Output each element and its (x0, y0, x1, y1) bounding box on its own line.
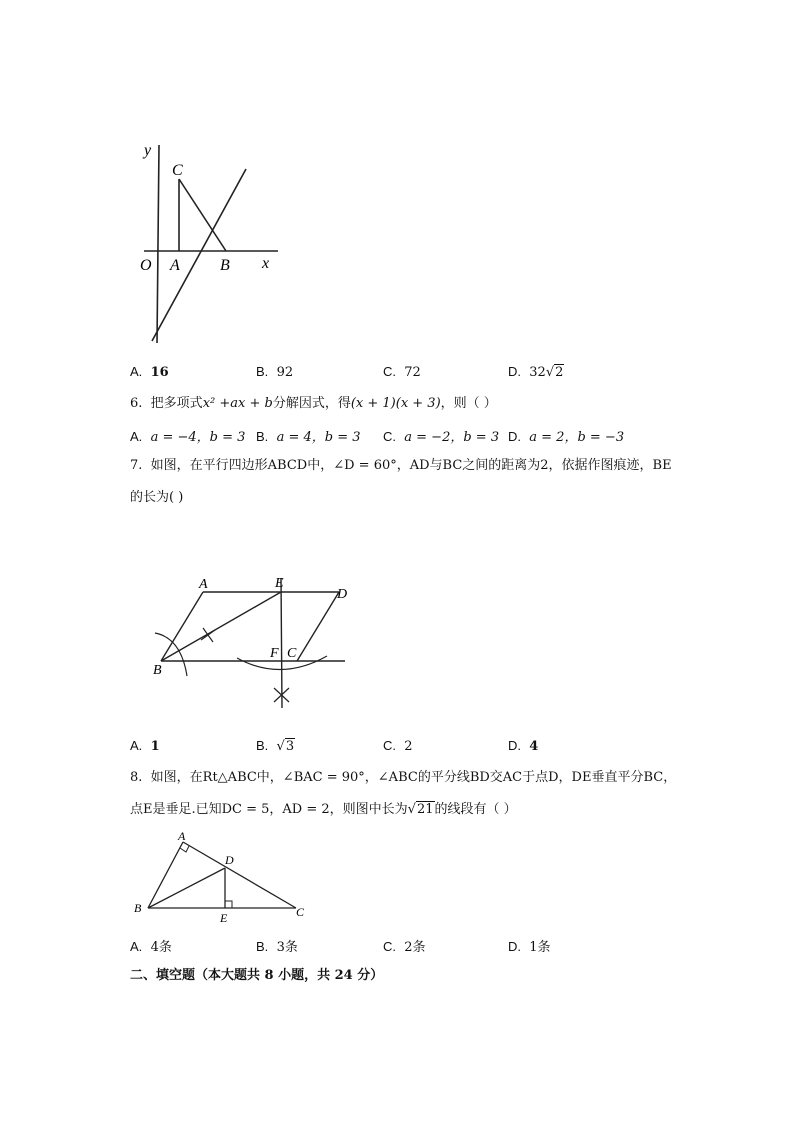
label-c: C (296, 905, 305, 919)
label-b: B (153, 663, 162, 678)
side-ab (148, 842, 183, 908)
right-angle-e (225, 901, 232, 908)
q5-coordinate-figure (130, 135, 290, 350)
side-dc (297, 592, 339, 661)
segment-cb (179, 179, 226, 251)
side-ab (161, 592, 203, 661)
label-x: x (262, 255, 270, 272)
right-angle-a (180, 846, 189, 852)
label-o: O (140, 257, 152, 274)
y-axis (157, 145, 159, 343)
q6-option-d: D. a = 2，b = −3 (508, 429, 625, 445)
q8-option-a: A. 4条 (130, 939, 172, 955)
q5-option-d: D. 32√2 (508, 364, 564, 380)
q6-option-b: B. a = 4，b = 3 (256, 429, 361, 445)
q8-triangle-figure (130, 828, 315, 928)
q7-stem-line2: 的长为( ) (130, 490, 184, 505)
label-c: C (287, 646, 297, 661)
q5-option-c: C. 72 (383, 364, 421, 380)
q7-stem-line1: 7. 如图，在平行四边形ABCD中，∠D = 60°，AD与BC之间的距离为2，依据作图痕迹，BE (130, 458, 672, 473)
q8-option-d: D. 1条 (508, 939, 551, 955)
q8-stem-line2: 点E是垂足.已知DC = 5，AD = 2，则图中长为√21的线段有（ ） (130, 802, 517, 817)
q8-option-c: C. 2条 (383, 939, 426, 955)
label-c: C (172, 162, 183, 179)
segment-bd (148, 868, 225, 908)
label-e: E (275, 576, 284, 591)
label-a: A (178, 829, 186, 843)
side-ac (183, 842, 296, 908)
label-d: D (225, 853, 234, 867)
line-through (152, 169, 246, 341)
q5-option-b: B. 92 (256, 364, 294, 380)
label-a: A (170, 257, 180, 274)
section-heading: 二、填空题（本大题共 8 小题，共 24 分） (130, 968, 384, 983)
q7-option-c: C. 2 (383, 738, 413, 754)
q7-option-a: A. 1 (130, 738, 160, 754)
q7-parallelogram-figure (145, 570, 360, 715)
q6-option-c: C. a = −2，b = 3 (383, 429, 500, 445)
label-e: E (220, 911, 228, 925)
label-y: y (144, 142, 152, 159)
label-d: D (337, 587, 348, 602)
arc-mark-be (201, 628, 215, 642)
perpendicular-line (281, 578, 282, 708)
q6-option-a: A. a = −4，b = 3 (130, 429, 246, 445)
label-a: A (199, 577, 208, 592)
q6-stem: 6. 把多项式x² +ax + b分解因式，得(x + 1)(x + 3)，则（ ） (130, 396, 497, 411)
q8-option-b: B. 3条 (256, 939, 298, 955)
label-f: F (270, 646, 279, 661)
label-b: B (220, 257, 230, 274)
q8-stem-line1: 8. 如图，在Rt△ABC中，∠BAC = 90°，∠ABC的平分线BD交AC于点D，DE垂直平分BC， (130, 770, 677, 785)
q7-option-b: B. √3 (256, 738, 295, 754)
label-b: B (134, 901, 142, 915)
q5-option-a: A. 16 (130, 364, 169, 380)
q7-option-d: D. 4 (508, 738, 539, 754)
